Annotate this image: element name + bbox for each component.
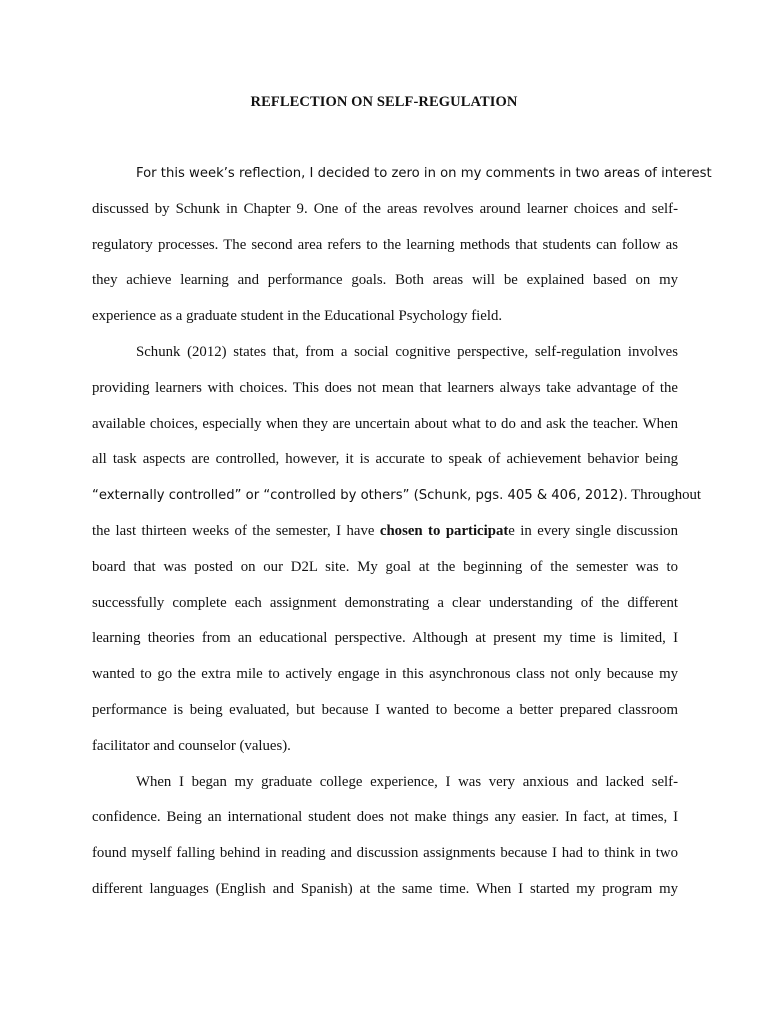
paragraph-2-line-3: available choices, especially when they are uncertain about what to do and ask the teacher. When <box>92 415 678 432</box>
paragraph-1-line-4: they achieve learning and performance goals. Both areas will be explained based on my <box>92 272 678 289</box>
citation-rest: Throughout <box>627 487 702 504</box>
paragraph-3-line-1: When I began my graduate college experience, I was very anxious and lacked self- <box>136 773 678 790</box>
paragraph-2-line-5 <box>92 478 702 514</box>
line-text-post: e in every single discussion <box>508 522 678 539</box>
paragraph-1-line-1: For this week’s reflection, I decided to zero in on my comments in two areas of interest <box>136 166 712 181</box>
paragraph-2-line-7: board that was posted on our D2L site. My goal at the beginning of the semester was to <box>92 558 678 575</box>
paragraph-1-line-2: discussed by Schunk in Chapter 9. One of the areas revolves around learner choices and self- <box>92 200 678 217</box>
paragraph-2-line-2: providing learners with choices. This does not mean that learners always take advantage of the <box>92 379 678 396</box>
paragraph-2-line-8: successfully complete each assignment demonstrating a clear understanding of the different <box>92 594 678 611</box>
paragraph-2-line-11: performance is being evaluated, but because I wanted to become a better prepared classroom <box>92 701 678 718</box>
paragraph-3-line-4: different languages (English and Spanish) at the same time. When I started my program my <box>92 880 678 897</box>
bold-phrase: chosen to participat <box>379 522 509 539</box>
paragraph-2-line-10: wanted to go the extra mile to actively engage in this asynchronous class not only because my <box>92 666 678 683</box>
paragraph-1-line-3: regulatory processes. The second area refers to the learning methods that students can follow as <box>92 236 678 253</box>
paragraph-2-line-12: facilitator and counselor (values). <box>92 737 291 754</box>
paragraph-3-line-3: found myself falling behind in reading and discussion assignments because I had to think in two <box>92 845 678 862</box>
document-title: REFLECTION ON SELF-REGULATION <box>250 94 518 110</box>
paragraph-2-line-4: all task aspects are controlled, however, it is accurate to speak of achievement behavior being <box>92 451 678 468</box>
line-text-pre: the last thirteen weeks of the semester, I have <box>92 522 380 539</box>
paragraph-3-line-2: confidence. Being an international student does not make things any easier. In fact, at times, I <box>92 809 678 826</box>
document-body <box>92 156 712 908</box>
citation-quote: “externally controlled” or “controlled by others” (Schunk, pgs. 405 & 406, 2012). <box>92 488 628 504</box>
paragraph-2-line-9: learning theories from an educational perspective. Although at present my time is limited, I <box>92 630 678 647</box>
paragraph-1-line-5: experience as a graduate student in the Educational Psychology field. <box>92 308 503 325</box>
paragraph-2-line-6 <box>92 514 678 550</box>
paragraph-2-line-1: Schunk (2012) states that, from a social cognitive perspective, self-regulation involves <box>136 343 678 360</box>
